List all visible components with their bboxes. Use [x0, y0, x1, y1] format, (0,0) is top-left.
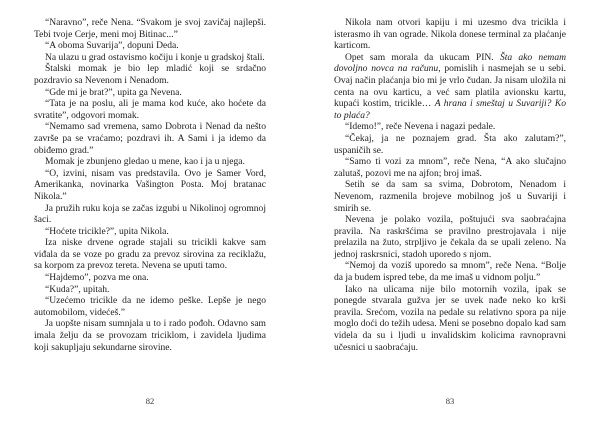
paragraph: “Uzećemo tricikle da ne idemo peške. Lepše je nego automobilom, videćeš.”	[34, 295, 266, 318]
paragraph: “O, izvini, nisam vas predstavila. Ovo je Samer Vord, Amerikanka, novinarka Vašington Posta. Moj bratanac Nikola.”	[34, 167, 266, 202]
paragraph: Nevena je polako vozila, poštujući sva saobraćajna pravila. Na raskršćima se pravilno prestrojavala i nije prelazila na žuto, strpljivo je čekala da se upali zeleno. Na jednoj raskrsnici, stadoh uporedo s njom.	[334, 214, 566, 260]
paragraph: “A oboma Suvarija”, dopuni Deda.	[45, 40, 179, 52]
paragraph: “Idemo!”, reče Nevena i nagazi pedale.	[345, 121, 496, 133]
italic-thought: A hrana i smeštaj u Suvariji? Ko to plaća?	[334, 98, 566, 121]
paragraph: Ja pružih ruku koja se začas izgubi u Nikolinoj ogromnoj šaci.	[34, 202, 266, 226]
paragraph: Iza niske drvene ograde stajali su tricikli kakve sam viđala da se voze po gradu za prevoz sirovina za reciklažu, sa korpom za prevoz tereta. Nevena se uputi tamo.	[34, 237, 266, 272]
page-number-left: 82	[145, 396, 155, 406]
paragraph: “Nemamo sad vremena, samo Dobrota i Nenad da nešto završe pa se vraćamo; pozdravi ih. A Sami i ja idemo da obiđemo grad.”	[34, 121, 266, 156]
paragraph: Momak je zbunjeno gledao u mene, kao i ja u njega.	[45, 156, 245, 168]
paragraph: “Samo ti vozi za mnom”, reče Nena, “A ako slučajno zalutaš, pozovi me na ajfon; broj imaš.	[334, 156, 566, 179]
paragraph: Ja uopšte nisam sumnjala u to i rado pođoh. Odavno sam imala želju da se provozam triciklom, i zavidela ljudima koji sakupljaju sekundarne sirovine.	[34, 318, 266, 353]
paragraph: Setih se da sam sa svima, Dobrotom, Nenadom i Nevenom, razmenila brojeve mobilnog još u Suvariji i smirih se.	[334, 179, 566, 214]
paragraph-part: , pomislih i nasmejah se u sebi. Ovaj način plaćanja bio mi je vrlo čudan. Ja nisam uložila ni centa na ovu karticu, a već sam platila avionsku kartu, kupaći kostim, tricikle…	[334, 63, 566, 110]
paragraph: “Tata je na poslu, ali je mama kod kuće, ako hoćete da svratite”, odgovori momak.	[34, 98, 266, 121]
paragraph: “Kuda?”, upitah.	[45, 283, 110, 295]
right-page-text	[334, 17, 566, 353]
right-page	[300, 0, 600, 424]
paragraph: “Gde mi je brat?”, upita ga Nevena.	[45, 86, 182, 98]
paragraph: “Hajdemo”, pozva me ona.	[45, 272, 149, 284]
paragraph: “Čekaj, ja ne poznajem grad. Šta ako zalutam?”, uspaničih se.	[334, 132, 566, 156]
paragraph: Na ulazu u grad ostavismo kočiju i konje u gradskoj štali.	[45, 51, 265, 63]
paragraph-part: Opet sam morala da ukucam PIN.	[345, 51, 500, 63]
paragraph: “Nemoj da voziš uporedo sa mnom”, reče Nena. “Bolje da ja budem ispred tebe, da me imaš u vidnom polju.”	[334, 260, 566, 284]
paragraph-mixed	[334, 52, 566, 122]
paragraph: “Hoćete tricikle?”, upita Nikola.	[45, 225, 169, 237]
paragraph: Štalski momak je bio lep mladić koji se srdačno pozdravio sa Nevenom i Nenadom.	[34, 63, 266, 86]
left-page-text	[34, 17, 266, 353]
italic-thought: Šta ako nemam dovoljno novca na računu	[334, 51, 566, 75]
page-number-right: 83	[445, 396, 455, 406]
paragraph: “Naravno”, reče Nena. “Svakom je svoj zavičaj najlepši. Tebi tvoje Cerje, meni moj Bitinac...”	[34, 17, 266, 40]
paragraph: Nikola nam otvori kapiju i mi uzesmo dva tricikla i isterasmo ih van ograde. Nikola donese terminal za plaćanje karticom.	[334, 17, 566, 52]
paragraph: Iako na ulicama nije bilo motornih vozila, ipak se ponegde stvarala gužva jer se uvek nađe neko ko krši pravila. Srećom, vozila na pedale su relativno spora pa nije moglo doći do težih udesa. Meni se posebno dopalo kad sam videla da su i ljudi u invalidskim kolicima ravnopravni učesnici u saobraćaju.	[334, 283, 566, 353]
